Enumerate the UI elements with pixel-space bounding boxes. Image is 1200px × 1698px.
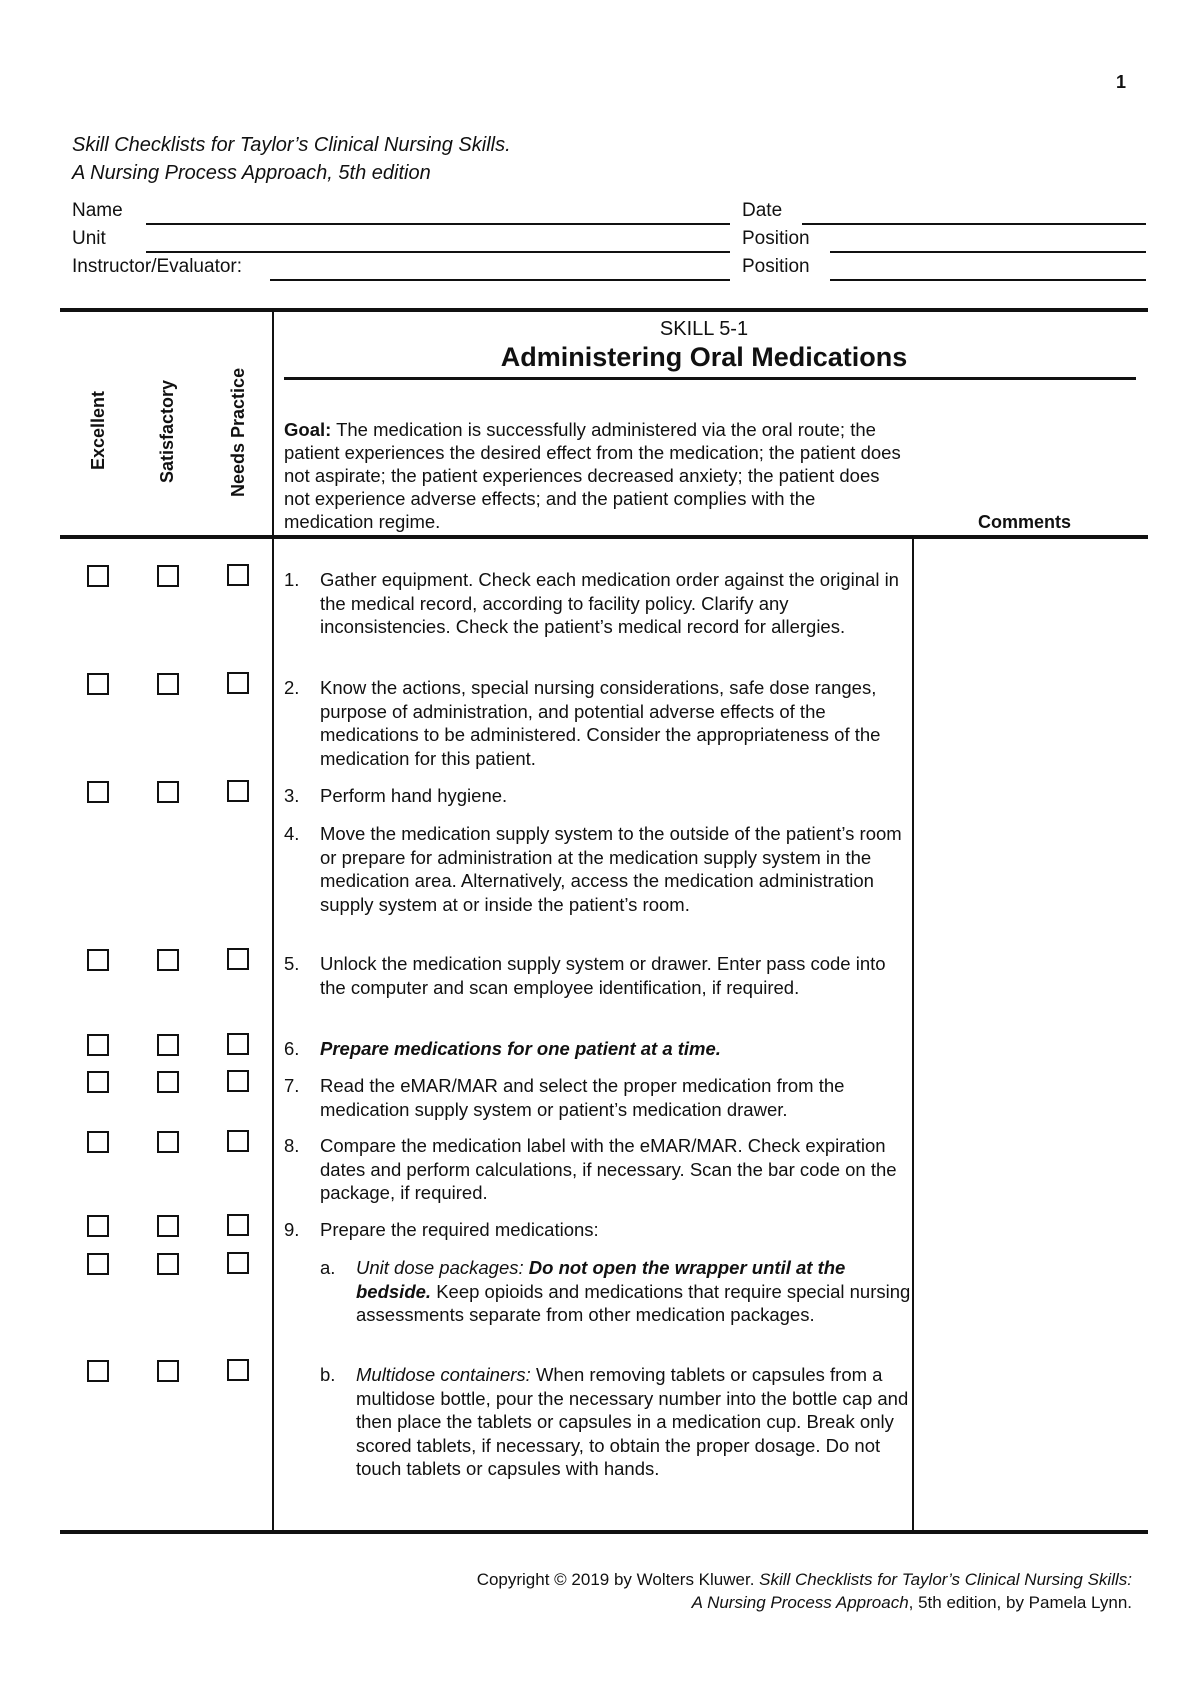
step2-excellent-checkbox[interactable] [87, 673, 109, 695]
step9a-excellent-checkbox[interactable] [87, 1253, 109, 1275]
book-title-line2: A Nursing Process Approach, 5th edition [72, 162, 431, 184]
substep-letter: b. [320, 1364, 336, 1385]
step6-needs-practice-checkbox[interactable] [227, 1033, 249, 1055]
step-text: Gather equipment. Check each medication order against the original in the medical record, according to facility policy. Clarify any inconsistencies. Check the patient’s medical record for allergies. [320, 569, 899, 637]
needs-practice-header: Needs Practice [228, 367, 248, 497]
step7-excellent-checkbox[interactable] [87, 1071, 109, 1093]
step3-satisfactory-checkbox[interactable] [157, 781, 179, 803]
unit-label: Unit [72, 228, 106, 249]
date-field[interactable] [802, 223, 1146, 225]
step-text: Compare the medication label with the eMAR/MAR. Check expiration dates and perform calculations, if necessary. Scan the bar code on the package, if required. [320, 1135, 897, 1203]
unit-field[interactable] [146, 251, 730, 253]
book-title-line1: Skill Checklists for Taylor’s Clinical Nursing Skills. [72, 134, 511, 156]
step-number: 1. [284, 569, 300, 590]
step-number: 8. [284, 1135, 300, 1156]
step9a-satisfactory-checkbox[interactable] [157, 1253, 179, 1275]
position-field[interactable] [830, 251, 1146, 253]
substep-body: When removing tablets or capsules from a multidose bottle, pour the necessary number into the bottle cap and then place the tablets or capsules in a medication cup. Break only scored tablets, if necessary, to obtain the proper dosage. Do not touch tablets or capsules with hands. [356, 1364, 909, 1479]
step-text: Move the medication supply system to the outside of the patient’s room or prepare for administration at the medication supply system in the medication area. Alternatively, access the medication administration supply system at or inside the patient’s room. [320, 823, 902, 915]
step6-satisfactory-checkbox[interactable] [157, 1034, 179, 1056]
step6-excellent-checkbox[interactable] [87, 1034, 109, 1056]
step-text: Prepare the required medications: [320, 1219, 599, 1240]
footer-line2 [692, 1593, 1132, 1613]
footer-edition: , 5th edition, by Pamela Lynn. [908, 1593, 1132, 1612]
footer-book-subtitle: A Nursing Process Approach [691, 1593, 909, 1612]
substep-bold: Do not open the wrapper until at the bedside. [356, 1257, 846, 1302]
step-text: Know the actions, special nursing considerations, safe dose ranges, purpose of administration, and potential adverse effects of the medications to be administered. Consider the appropriateness of the medication for this patient. [320, 677, 881, 769]
footer-line1 [477, 1570, 1132, 1590]
step3-excellent-checkbox[interactable] [87, 781, 109, 803]
name-field[interactable] [146, 223, 730, 225]
skill-title: Administering Oral Medications [500, 342, 908, 372]
table-top-rule [60, 308, 1148, 312]
step-number: 4. [284, 823, 300, 844]
substep-text [356, 1256, 911, 1327]
step2-needs-practice-checkbox[interactable] [227, 672, 249, 694]
position2-label: Position [742, 256, 810, 277]
title-underline [284, 377, 1136, 380]
step-text: Perform hand hygiene. [320, 785, 508, 806]
footer-copyright: Copyright © 2019 by Wolters Kluwer. [476, 1570, 760, 1589]
step-number: 3. [284, 785, 300, 806]
step1-needs-practice-checkbox[interactable] [227, 564, 249, 586]
step5-satisfactory-checkbox[interactable] [157, 949, 179, 971]
substep-lead: Multidose containers: [356, 1364, 531, 1385]
step-number: 5. [284, 953, 300, 974]
step9b-needs-practice-checkbox[interactable] [227, 1359, 249, 1381]
table-bottom-rule [60, 1530, 1148, 1534]
step7-satisfactory-checkbox[interactable] [157, 1071, 179, 1093]
footer-book-title: Skill Checklists for Taylor’s Clinical Nursing Skills: [759, 1570, 1132, 1589]
step1-excellent-checkbox[interactable] [87, 565, 109, 587]
substep-body: Keep opioids and medications that require special nursing assessments separate from other medication packages. [356, 1280, 911, 1325]
step1-satisfactory-checkbox[interactable] [157, 565, 179, 587]
step8-needs-practice-checkbox[interactable] [227, 1130, 249, 1152]
comments-column-divider [912, 537, 914, 1532]
step-text: Read the eMAR/MAR and select the proper medication from the medication supply system or patient’s medication drawer. [320, 1075, 845, 1120]
comments-header: Comments [978, 512, 1072, 532]
step7-needs-practice-checkbox[interactable] [227, 1070, 249, 1092]
satisfactory-header: Satisfactory [157, 379, 177, 483]
instructor-field[interactable] [270, 279, 730, 281]
goal-text: The medication is successfully administered via the oral route; the patient experiences the desired effect from the medication; the patient does not aspirate; the patient experiences decreased anxiety; the patient does not experience adverse effects; and the patient complies with the medication regime. [284, 419, 901, 532]
step2-satisfactory-checkbox[interactable] [157, 673, 179, 695]
step9-needs-practice-checkbox[interactable] [227, 1214, 249, 1236]
step5-excellent-checkbox[interactable] [87, 949, 109, 971]
table-header-rule [60, 535, 1148, 539]
step9a-needs-practice-checkbox[interactable] [227, 1252, 249, 1274]
step9-satisfactory-checkbox[interactable] [157, 1215, 179, 1237]
step9b-satisfactory-checkbox[interactable] [157, 1360, 179, 1382]
step-number: 2. [284, 677, 300, 698]
page-number: 1 [1116, 72, 1127, 92]
substep-letter: a. [320, 1257, 336, 1278]
substep-lead: Unit dose packages: [356, 1257, 524, 1278]
step-number: 9. [284, 1219, 300, 1240]
step9b-excellent-checkbox[interactable] [87, 1360, 109, 1382]
substep-text [356, 1363, 911, 1481]
step-number: 7. [284, 1075, 300, 1096]
step8-satisfactory-checkbox[interactable] [157, 1131, 179, 1153]
name-label: Name [72, 200, 123, 221]
step9-excellent-checkbox[interactable] [87, 1215, 109, 1237]
step-text: Prepare medications for one patient at a time. [320, 1038, 721, 1059]
goal-label: Goal: [284, 419, 332, 440]
excellent-header: Excellent [88, 390, 108, 470]
step5-needs-practice-checkbox[interactable] [227, 948, 249, 970]
skill-number: SKILL 5-1 [659, 318, 749, 340]
position-label: Position [742, 228, 810, 249]
step-text: Unlock the medication supply system or drawer. Enter pass code into the computer and scan employee identification, if required. [320, 953, 886, 998]
step3-needs-practice-checkbox[interactable] [227, 780, 249, 802]
instructor-label: Instructor/Evaluator: [72, 256, 243, 277]
position2-field[interactable] [830, 279, 1146, 281]
step-number: 6. [284, 1038, 300, 1059]
goal-statement [284, 418, 904, 533]
date-label: Date [742, 200, 783, 221]
step8-excellent-checkbox[interactable] [87, 1131, 109, 1153]
rating-column-divider [272, 310, 274, 1532]
